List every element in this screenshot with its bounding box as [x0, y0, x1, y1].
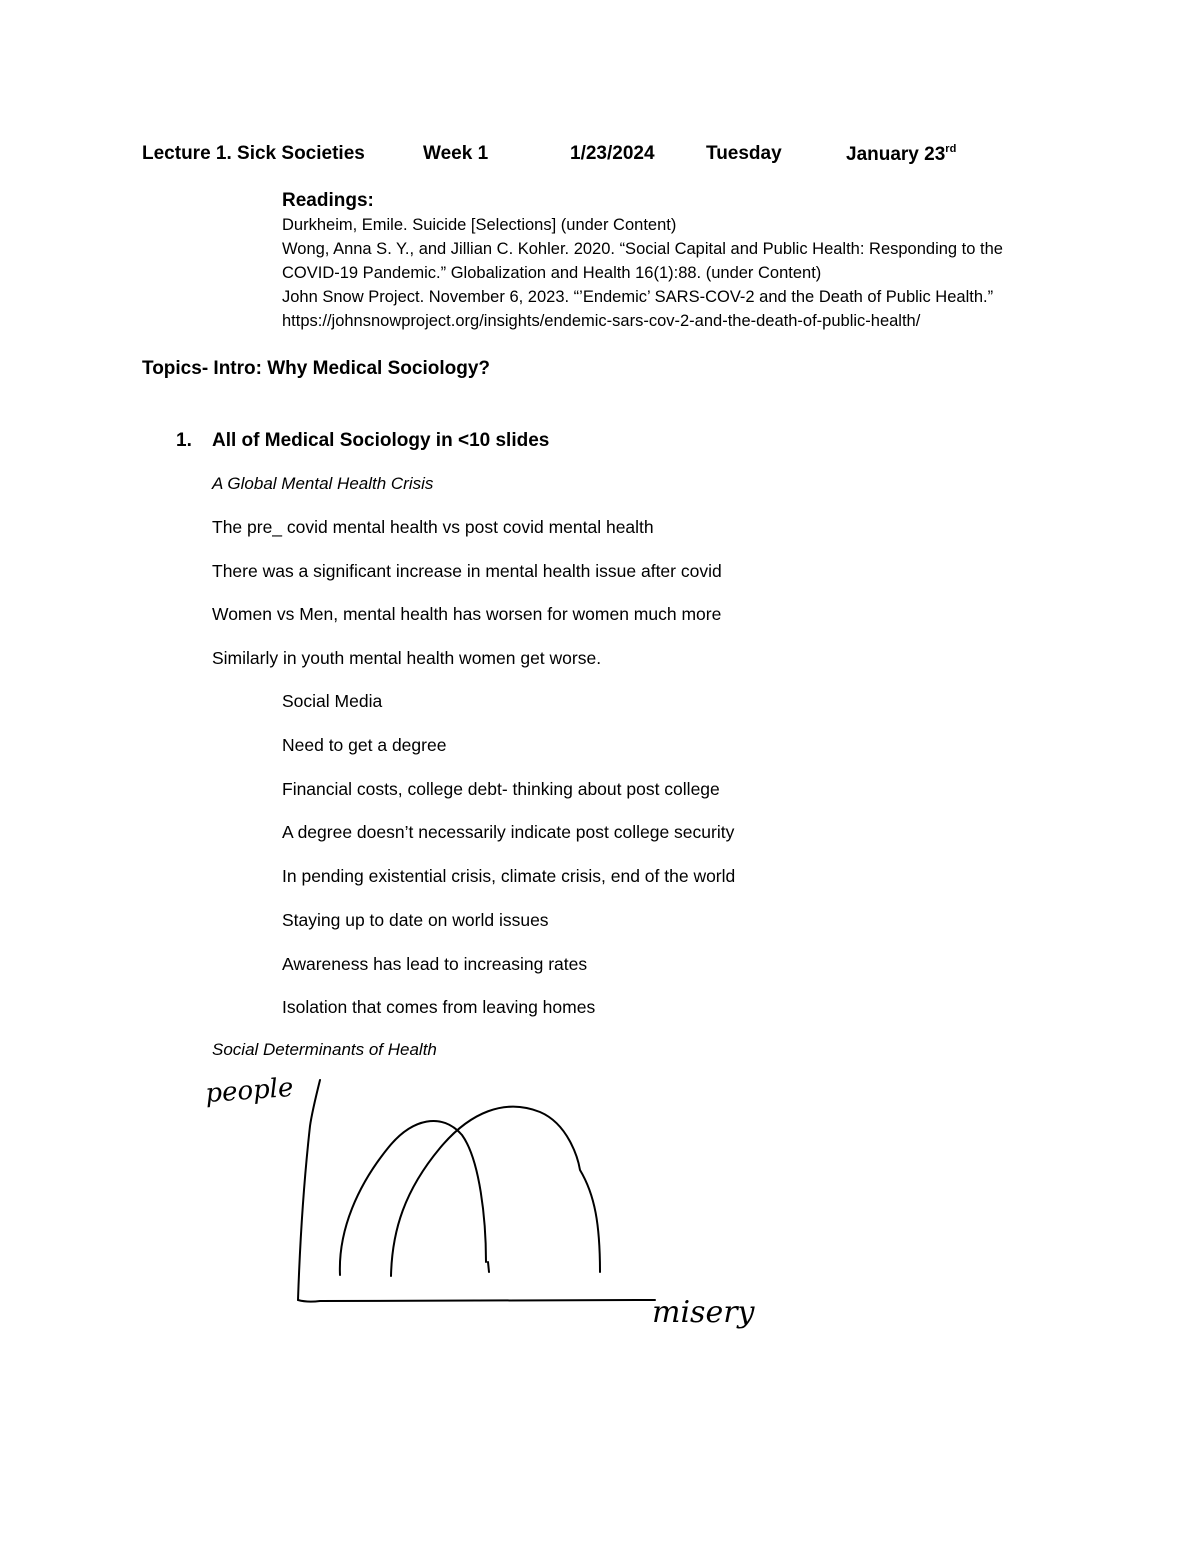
sub-note-line: Social Media	[282, 691, 383, 711]
day-label: Tuesday	[706, 143, 782, 164]
section-title: All of Medical Sociology in <10 slides	[212, 430, 550, 451]
date-long-text: January 23	[846, 144, 946, 165]
curve-2	[391, 1107, 600, 1276]
week-label: Week 1	[423, 143, 489, 164]
sub-note-line: Awareness has lead to increasing rates	[282, 954, 588, 974]
curve-1-end	[488, 1262, 489, 1272]
note-line: There was a significant increase in mental health issue after covid	[212, 561, 722, 581]
note-line: Women vs Men, mental health has worsen for women much more	[212, 604, 722, 624]
section-subheading-2: Social Determinants of Health	[212, 1040, 437, 1059]
reading-line: Durkheim, Emile. Suicide [Selections] (under Content)	[282, 216, 677, 234]
sub-note-line: In pending existential crisis, climate crisis, end of the world	[282, 866, 736, 886]
note-line: The pre_ covid mental health vs post covid mental health	[212, 517, 654, 537]
reading-line: Wong, Anna S. Y., and Jillian C. Kohler. 2020. “Social Capital and Public Health: Responding to the	[282, 240, 1003, 258]
x-axis-line	[298, 1300, 655, 1302]
reading-link: https://johnsnowproject.org/insights/endemic-sars-cov-2-and-the-death-of-public-health/	[282, 312, 921, 330]
reading-line: John Snow Project. November 6, 2023. “’Endemic’ SARS-COV-2 and the Death of Public Health.”	[282, 288, 994, 306]
date-suffix: rd	[945, 143, 957, 155]
sub-note-line: Need to get a degree	[282, 735, 447, 755]
section-number: 1.	[176, 430, 192, 451]
curve-1	[340, 1121, 486, 1275]
note-line: Similarly in youth mental health women get worse.	[212, 648, 602, 668]
x-axis-label: misery	[652, 1295, 755, 1330]
sub-note-line: A degree doesn’t necessarily indicate post college security	[282, 822, 735, 842]
date-label: 1/23/2024	[570, 143, 655, 164]
reading-line: COVID-19 Pandemic.” Globalization and Health 16(1):88. (under Content)	[282, 264, 822, 282]
sub-note-line: Financial costs, college debt- thinking about post college	[282, 779, 720, 799]
sub-note-line: Isolation that comes from leaving homes	[282, 997, 596, 1017]
lecture-title: Lecture 1. Sick Societies	[142, 143, 365, 164]
y-axis-label: people	[204, 1072, 295, 1109]
section-subheading: A Global Mental Health Crisis	[212, 474, 434, 493]
sub-note-line: Staying up to date on world issues	[282, 910, 549, 930]
readings-title: Readings:	[282, 190, 374, 211]
y-axis-line	[298, 1080, 320, 1300]
topics-heading: Topics- Intro: Why Medical Sociology?	[142, 358, 490, 379]
